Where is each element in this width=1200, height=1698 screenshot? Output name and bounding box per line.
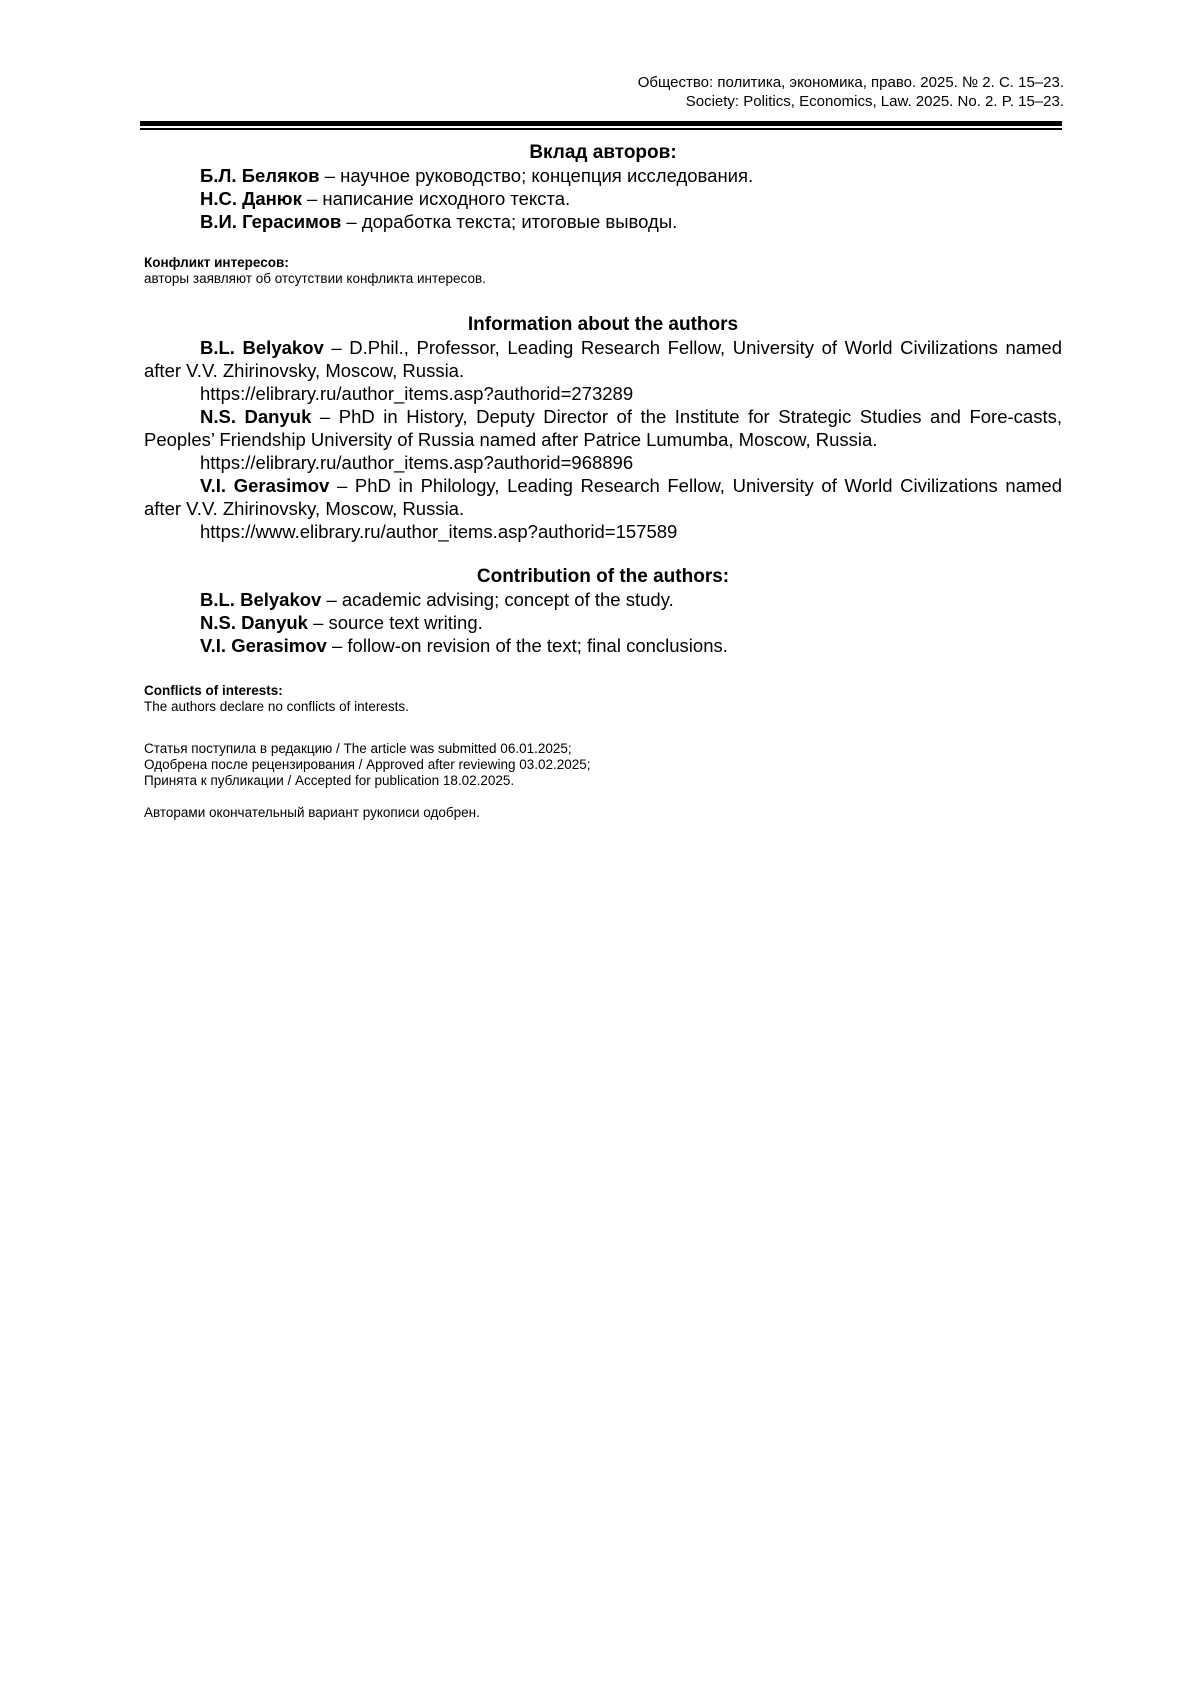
author-name: B.L. Belyakov [200, 589, 322, 610]
running-header-ru: Общество: политика, экономика, право. 2025. № 2. С. 15–23. [637, 74, 1064, 91]
contribution-en-title: Contribution of the authors: [476, 566, 730, 587]
author-name: Б.Л. Беляков [200, 165, 320, 186]
contribution-text: – academic advising; concept of the study. [321, 589, 674, 610]
author-name: B.L. Belyakov [200, 337, 324, 358]
running-header [638, 73, 1064, 111]
contribution-en-item [144, 634, 1062, 657]
final-approval-note: Авторами окончательный вариант рукописи одобрен. [144, 805, 480, 820]
contribution-ru-item [144, 164, 1062, 187]
contribution-text: – доработка текста; итоговые выводы. [341, 211, 678, 232]
date-accepted: Принята к публикации / Accepted for publication 18.02.2025. [144, 773, 515, 788]
author-name: V.I. Gerasimov [200, 475, 330, 496]
author-info-paragraph [144, 405, 1062, 451]
running-header-en: Society: Politics, Economics, Law. 2025. No. 2. P. 15–23. [685, 93, 1064, 110]
header-rule-thin [140, 128, 1062, 130]
contribution-text: – написание исходного текста. [301, 188, 571, 209]
contribution-ru-item [144, 187, 1062, 210]
header-rule-thick [140, 121, 1062, 126]
author-profile-link[interactable]: https://elibrary.ru/author_items.asp?authorid=273289 [200, 383, 634, 404]
conflict-en-text: The authors declare no conflicts of interests. [144, 699, 409, 714]
page-content [144, 141, 1062, 821]
conflict-ru-text: авторы заявляют об отсутствии конфликта интересов. [144, 271, 486, 286]
author-name: V.I. Gerasimov [200, 635, 327, 656]
contribution-text: – source text writing. [307, 612, 483, 633]
author-name: Н.С. Данюк [200, 188, 302, 209]
contribution-ru-item [144, 210, 1062, 233]
author-description: – D.Phil., Professor, Leading Research Fellow, University of World Civilizations named after V.V. Zhirinovsky, Moscow, Russia. [144, 337, 1063, 381]
author-info-paragraph [144, 474, 1062, 520]
conflict-en-label: Conflicts of interests: [144, 683, 283, 698]
author-name: N.S. Danyuk [200, 406, 312, 427]
author-description: – PhD in Philology, Leading Research Fellow, University of World Civilizations named after V.V. Zhirinovsky, Moscow, Russia. [144, 475, 1062, 519]
contribution-en-item [144, 611, 1062, 634]
author-profile-link[interactable]: https://elibrary.ru/author_items.asp?authorid=968896 [200, 452, 634, 473]
contribution-en-item [144, 588, 1062, 611]
author-name: В.И. Герасимов [200, 211, 342, 232]
author-name: N.S. Danyuk [200, 612, 308, 633]
conflict-ru-label: Конфликт интересов: [144, 255, 289, 270]
date-submitted: Статья поступила в редакцию / The article was submitted 06.01.2025; [144, 741, 572, 756]
author-profile-link[interactable]: https://www.elibrary.ru/author_items.asp?authorid=157589 [200, 521, 678, 542]
contribution-text: – научное руководство; концепция исследования. [319, 165, 754, 186]
contribution-ru-title: Вклад авторов: [529, 142, 677, 163]
date-approved: Одобрена после рецензирования / Approved after reviewing 03.02.2025; [144, 757, 591, 772]
contribution-text: – follow-on revision of the text; final conclusions. [326, 635, 728, 656]
author-description: – PhD in History, Deputy Director of the Institute for Strategic Studies and Fore-casts, Peoples’ Friendship University of Russia named after Patrice Lumumba, Moscow, Russia. [144, 406, 1062, 450]
authors-info-title: Information about the authors [467, 314, 739, 335]
header-rule [140, 121, 1062, 130]
author-info-paragraph [144, 336, 1062, 382]
